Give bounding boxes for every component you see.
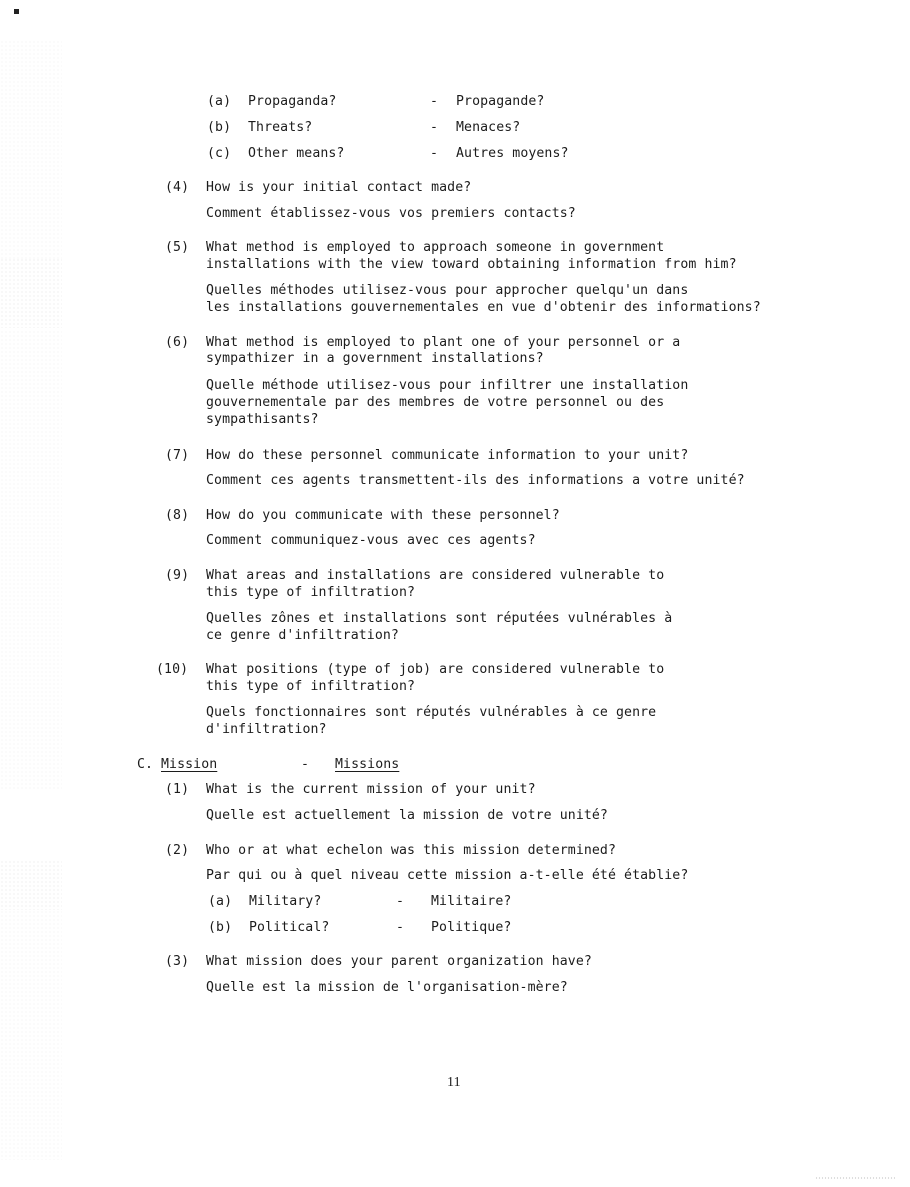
sub-item-english: Political? (249, 920, 330, 935)
question-french: ce genre d'infiltration? (206, 628, 399, 643)
question-english: What positions (type of job) are considered vulnerable to (206, 662, 665, 677)
sub-item-marker: (c) (207, 146, 232, 161)
question-number: (10) (156, 662, 189, 677)
section-title-dash: - (301, 757, 310, 772)
sub-item-dash: - (396, 894, 405, 909)
question-english: installations with the view toward obtaining information from him? (206, 257, 737, 272)
question-english: What method is employed to approach someone in government (206, 240, 665, 255)
question-french: Quelle méthode utilisez-vous pour infiltrer une installation (206, 378, 689, 393)
scan-noise (0, 330, 62, 790)
question-french: Comment ces agents transmettent-ils des informations a votre unité? (206, 473, 745, 488)
question-french: Comment communiquez-vous avec ces agents? (206, 533, 536, 548)
sub-item-french: Politique? (431, 920, 512, 935)
question-number: (4) (165, 180, 190, 195)
scan-noise (0, 258, 62, 328)
question-english: this type of infiltration? (206, 679, 416, 694)
question-french: Quelles méthodes utilisez-vous pour approcher quelqu'un dans (206, 283, 689, 298)
sub-item-dash: - (430, 120, 439, 135)
question-english: How do these personnel communicate information to your unit? (206, 448, 689, 463)
question-english: What mission does your parent organization have? (206, 954, 592, 969)
question-french: sympathisants? (206, 412, 319, 427)
sub-item-english: Propaganda? (248, 94, 337, 109)
sub-item-dash: - (430, 94, 439, 109)
sub-item-english: Military? (249, 894, 322, 909)
sub-item-marker: (a) (208, 894, 233, 909)
sub-item-english: Threats? (248, 120, 313, 135)
sub-item-french: Autres moyens? (456, 146, 569, 161)
sub-item-marker: (a) (207, 94, 232, 109)
question-french: Quelle est actuellement la mission de votre unité? (206, 808, 608, 823)
sub-item-french: Militaire? (431, 894, 512, 909)
scan-mark (14, 9, 19, 14)
question-french: Comment établissez-vous vos premiers contacts? (206, 206, 576, 221)
question-french: Par qui ou à quel niveau cette mission a-t-elle été établie? (206, 868, 689, 883)
question-number: (1) (165, 782, 190, 797)
scan-noise (815, 1177, 895, 1179)
sub-item-french: Menaces? (456, 120, 521, 135)
question-english: What is the current mission of your unit? (206, 782, 536, 797)
scan-noise (0, 910, 62, 1160)
question-english: sympathizer in a government installations? (206, 351, 544, 366)
question-french: les installations gouvernementales en vue d'obtenir des informations? (206, 300, 761, 315)
sub-item-dash: - (430, 146, 439, 161)
scan-noise (0, 860, 62, 910)
question-french: Quelle est la mission de l'organisation-mère? (206, 980, 568, 995)
section-letter: C. (137, 757, 154, 772)
question-english: How do you communicate with these personnel? (206, 508, 560, 523)
page-number: 11 (447, 1075, 461, 1090)
question-french: d'infiltration? (206, 722, 327, 737)
question-number: (5) (165, 240, 190, 255)
question-french: gouvernementale par des membres de votre personnel ou des (206, 395, 665, 410)
section-title-french: Missions (335, 757, 400, 772)
sub-item-french: Propagande? (456, 94, 545, 109)
question-french: Quels fonctionnaires sont réputés vulnérables à ce genre (206, 705, 657, 720)
question-french: Quelles zônes et installations sont réputées vulnérables à (206, 611, 673, 626)
question-number: (9) (165, 568, 190, 583)
question-number: (8) (165, 508, 190, 523)
sub-item-dash: - (396, 920, 405, 935)
question-english: What method is employed to plant one of your personnel or a (206, 335, 681, 350)
question-number: (3) (165, 954, 190, 969)
question-english: What areas and installations are considered vulnerable to (206, 568, 665, 583)
question-english: this type of infiltration? (206, 585, 416, 600)
question-number: (2) (165, 843, 190, 858)
section-title-english: Mission (161, 757, 218, 772)
sub-item-marker: (b) (207, 120, 232, 135)
question-english: Who or at what echelon was this mission determined? (206, 843, 617, 858)
question-number: (7) (165, 448, 190, 463)
question-number: (6) (165, 335, 190, 350)
question-english: How is your initial contact made? (206, 180, 472, 195)
scan-noise (0, 40, 62, 260)
sub-item-english: Other means? (248, 146, 345, 161)
sub-item-marker: (b) (208, 920, 233, 935)
